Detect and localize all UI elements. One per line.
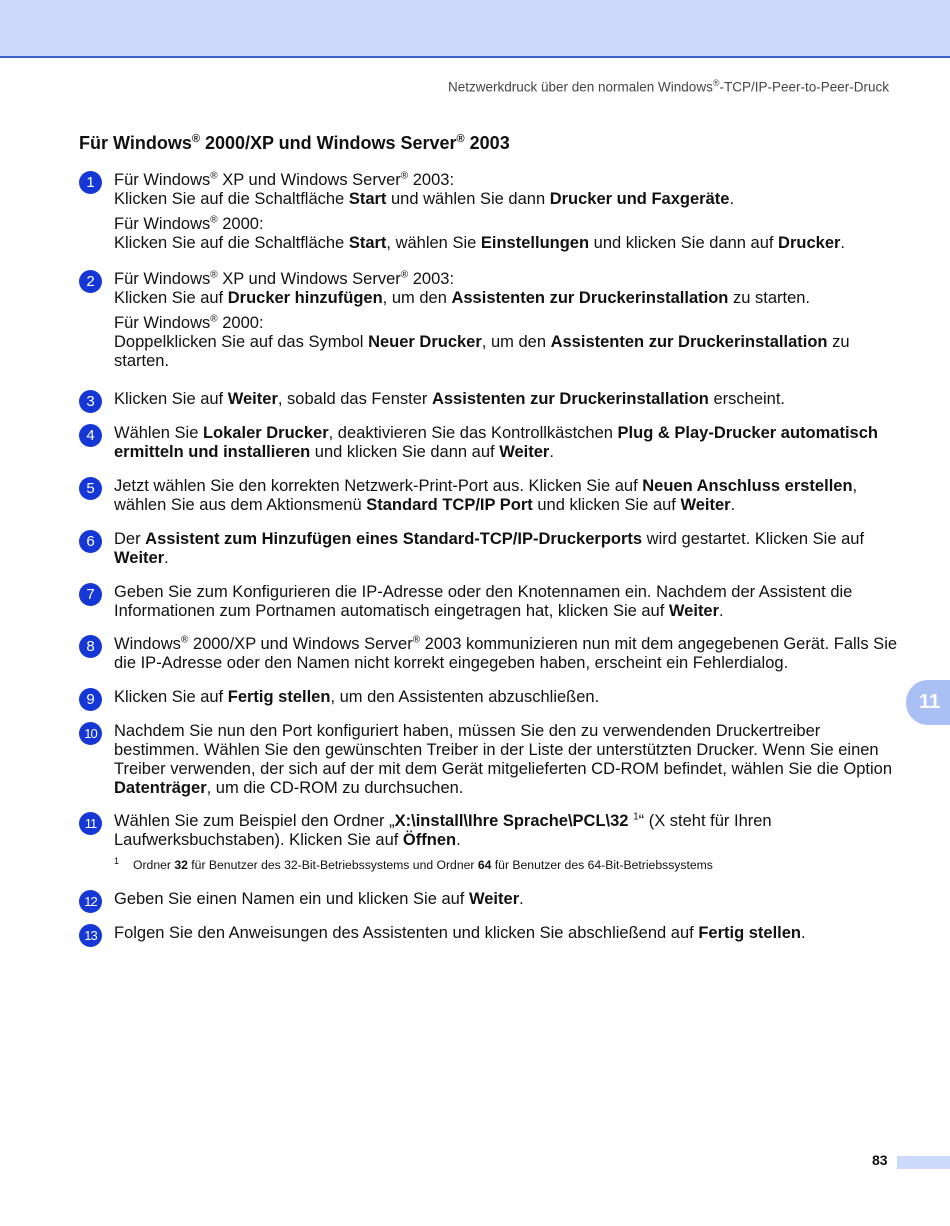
step-number-3: 3 [79, 390, 102, 413]
step-number-6: 6 [79, 530, 102, 553]
header-band [0, 0, 950, 58]
step-10 [79, 722, 899, 798]
step-number-8: 8 [79, 635, 102, 658]
running-head: Netzwerkdruck über den normalen Windows®-TCP/IP-Peer-to-Peer-Druck [447, 78, 889, 95]
step-1 [79, 171, 899, 253]
step-number-10: 10 [79, 722, 102, 745]
step-number-12: 12 [79, 890, 102, 913]
step-text: Jetzt wählen Sie den korrekten Netzwerk-Print-Port aus. Klicken Sie auf Neuen Anschluss erstellen, wählen Sie aus dem Aktionsmenü Standard TCP/IP Port und klicken Sie auf Weiter. [114, 477, 858, 514]
step-number-1: 1 [79, 171, 102, 194]
step-12 [79, 890, 899, 909]
step-number-11: 11 [79, 812, 102, 835]
step-13 [79, 924, 899, 943]
chapter-tab: 11 [906, 680, 950, 725]
step-text: Wählen Sie zum Beispiel den Ordner „X:\install\Ihre Sprache\PCL\32 $^1$“ (X steht für Ihren Laufwerksbuchstaben). Klicken Sie auf Öffnen. $^1$ Ordner 32 für Benutzer des 32-Bit-Betriebssystems und Ordner 64 für Benutzer des 64-Bit-Betriebssystems [114, 812, 899, 873]
section-title: Für Windows® 2000/XP und Windows Server® 2003 [79, 133, 510, 153]
step-number-2: 2 [79, 270, 102, 293]
step-number-4: 4 [79, 424, 102, 447]
step-2 [79, 270, 899, 371]
step-text: Geben Sie zum Konfigurieren die IP-Adresse oder den Knotennamen ein. Nachdem der Assistent die Informationen zum Portnamen automatisch eingetragen hat, klicken Sie auf Weiter. [114, 583, 853, 620]
step-text: Nachdem Sie nun den Port konfiguriert haben, müssen Sie den zu verwendenden Druckertreiber bestimmen. Wählen Sie den gewünschten Treiber in der Liste der unterstützten Drucker. Wenn Sie einen Treiber verwenden, der sich auf der mit dem Gerät mitgelieferten CD-ROM befindet, wählen Sie die Option Datenträger, um die CD-ROM zu durchsuchen. [114, 722, 892, 797]
step-8 [79, 635, 899, 673]
step-6 [79, 530, 899, 568]
step-number-7: 7 [79, 583, 102, 606]
footnote: $^1$ Ordner 32 für Benutzer des 32-Bit-Betriebssystems und Ordner 64 für Benutzer des 64-Bit-Betriebssystems [114, 855, 713, 872]
step-3 [79, 390, 899, 409]
step-text: Für Windows® XP und Windows Server® 2003: Klicken Sie auf Drucker hinzufügen, um den Assistenten zur Druckerinstallation zu starten. Für Windows® 2000: Doppelklicken Sie auf das Symbol Neuer Drucker, um den Assistenten zur Druckerinstallation zu starten. [114, 269, 850, 370]
step-text: Für Windows® XP und Windows Server® 2003: Klicken Sie auf die Schaltfläche Start und wählen Sie dann Drucker und Faxgeräte. Für Windows® 2000: Klicken Sie auf die Schaltfläche Start, wählen Sie Einstellungen und klicken Sie dann auf Drucker. [114, 170, 846, 252]
step-number-5: 5 [79, 477, 102, 500]
step-text: Der Assistent zum Hinzufügen eines Standard-TCP/IP-Druckerports wird gestartet. Klicken Sie auf Weiter. [114, 530, 865, 567]
step-text: Klicken Sie auf Weiter, sobald das Fenster Assistenten zur Druckerinstallation erscheint. [114, 390, 786, 408]
step-text: Geben Sie einen Namen ein und klicken Sie auf Weiter. [114, 890, 524, 908]
step-9 [79, 688, 899, 707]
step-11 [79, 812, 899, 873]
step-7 [79, 583, 899, 621]
step-text: Wählen Sie Lokaler Drucker, deaktivieren Sie das Kontrollkästchen Plug & Play-Drucker automatisch ermitteln und installieren und klicken Sie dann auf Weiter. [114, 424, 878, 461]
page-number: 83 [872, 1152, 888, 1168]
step-5 [79, 477, 899, 515]
step-text: Windows® 2000/XP und Windows Server® 2003 kommunizieren nun mit dem angegebenen Gerät. Falls Sie die IP-Adresse oder den Namen nicht korrekt eingegeben haben, erscheint ein Fehlerdialog. [114, 634, 898, 672]
step-number-9: 9 [79, 688, 102, 711]
step-text: Folgen Sie den Anweisungen des Assistenten und klicken Sie abschließend auf Fertig stellen. [114, 924, 806, 942]
step-number-13: 13 [79, 924, 102, 947]
page-number-bar [897, 1156, 950, 1169]
step-4 [79, 424, 899, 462]
footnote-ref: 1 [633, 811, 639, 823]
step-text: Klicken Sie auf Fertig stellen, um den Assistenten abzuschließen. [114, 688, 600, 706]
